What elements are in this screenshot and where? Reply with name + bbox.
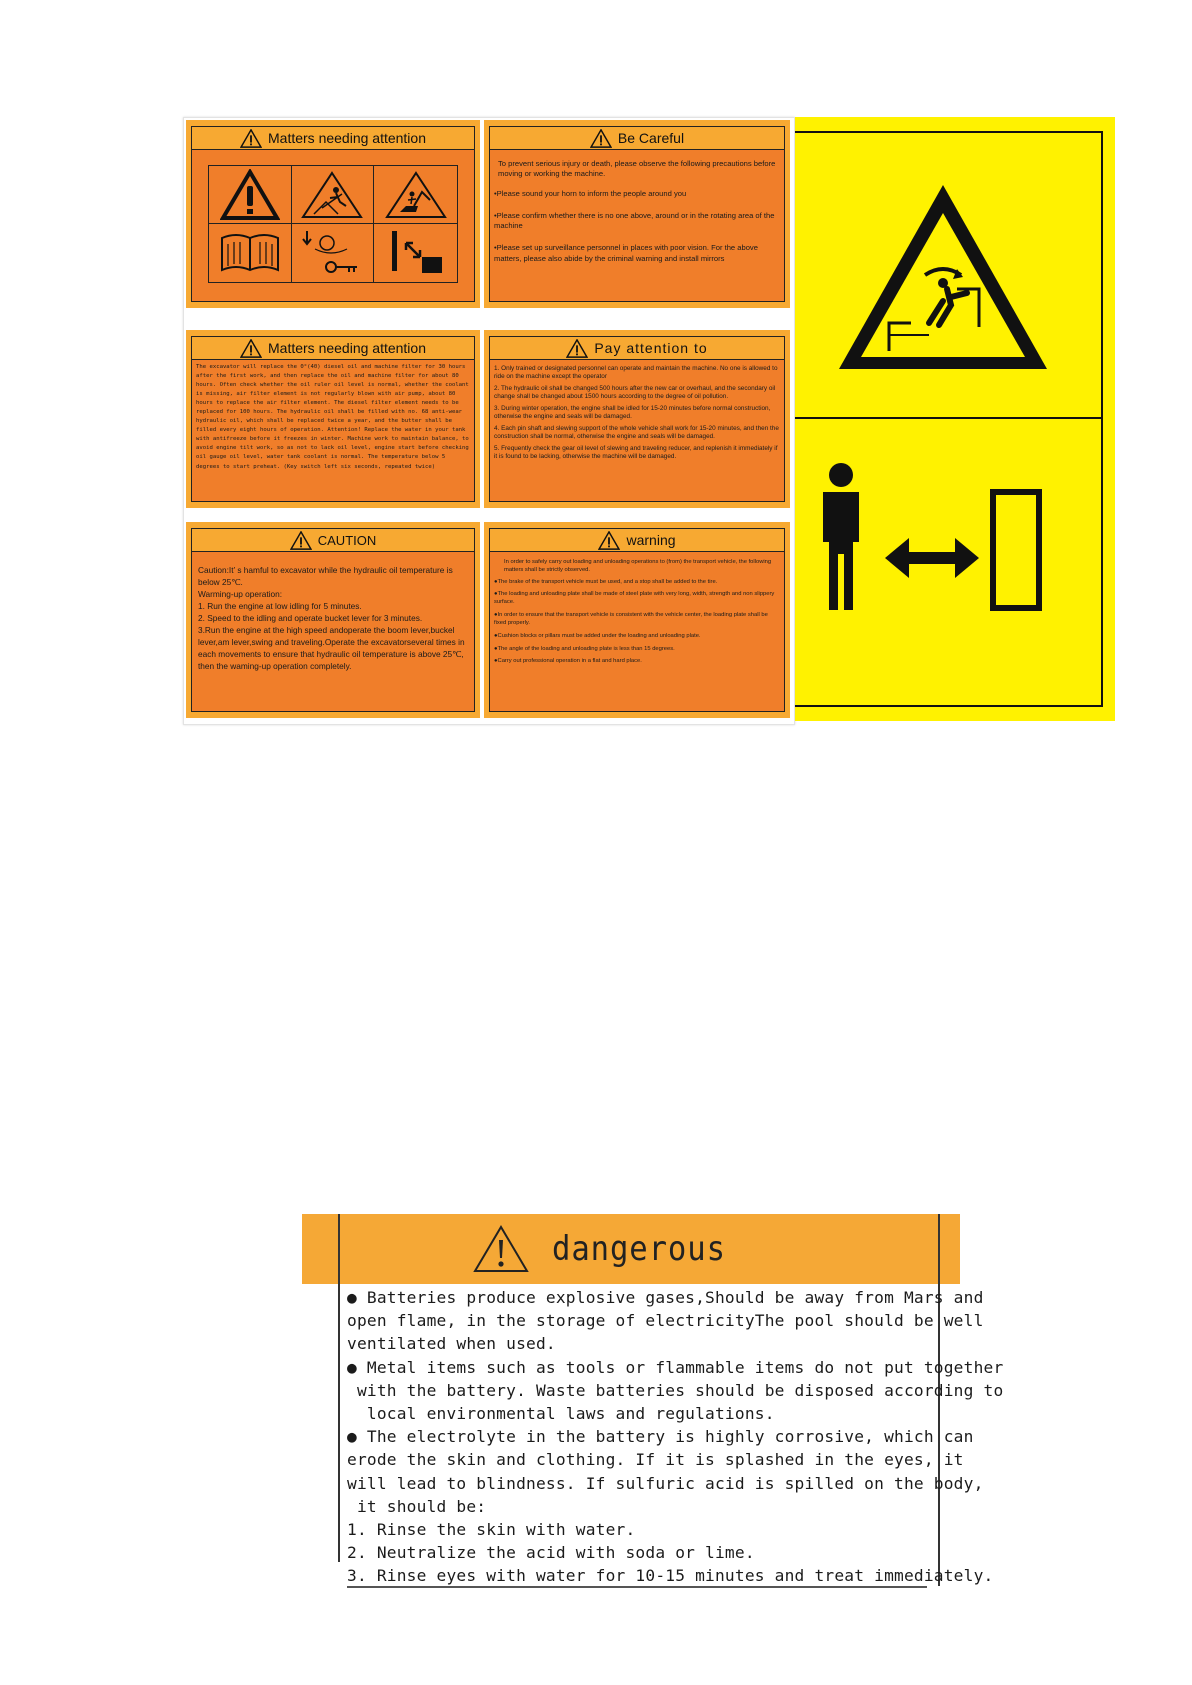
text-line: erode the skin and clothing. If it is splashed in the eyes, it — [347, 1450, 964, 1470]
panel-title-text: Be Careful — [617, 130, 685, 146]
yellow-safety-sign — [795, 117, 1115, 721]
panel-matters-icons — [186, 120, 480, 308]
panel-warning — [484, 522, 790, 718]
warning-triangle-icon — [472, 1224, 530, 1274]
text-line: open flame, in the storage of electricityThe pool should be well — [347, 1311, 984, 1331]
danger-header — [472, 1224, 745, 1274]
panel-pay-attention — [484, 330, 790, 508]
text-line: ● Batteries produce explosive gases,Should be away from Mars and — [347, 1288, 984, 1307]
be-careful-text — [494, 159, 782, 270]
text-line: 2. Speed to the idling and operate bucket lever for 3 minutes. — [198, 612, 423, 623]
text-line: with the battery. Waste batteries should be disposed according to — [347, 1380, 1004, 1400]
pictogram-cell — [374, 166, 457, 224]
panel-title — [191, 336, 475, 360]
text-line: 3. During winter operation, the engine shall be idled for 15-20 minutes before normal construction, otherwise the engine and seals will be damaged. — [494, 405, 771, 420]
warning-triangle-icon — [598, 531, 620, 550]
panel-title-text: warning — [626, 532, 676, 548]
pictogram-grid — [208, 165, 458, 283]
text-line: In order to safely carry out loading and unloading operations to (from) the transport vehicle, the following matters shall be strictly observed. — [504, 559, 772, 573]
swing-hazard-icon — [833, 177, 1053, 377]
panel-caution — [186, 522, 480, 718]
text-line: 2. The hydraulic oil shall be changed 500 hours after the new car or overhaul, and the secondary oil change shall be changed about 1500 hours according to the degree of oil pollution. — [494, 385, 776, 400]
warning-triangle-icon — [220, 169, 280, 221]
text-line: 5. Frequently check the gear oil level of slewing and traveling reducer, and replenish it immediately if it is found to be lacking, otherwise the machine will be damaged. — [494, 445, 778, 460]
text-line: 4. Each pin shaft and slewing support of the whole vehicle shall work for 15-20 minutes, and then the construction shall be normal, otherwise the engine and seals will be damaged. — [494, 425, 779, 440]
panel-title-text: Matters needing attention — [268, 130, 426, 146]
text-line: ventilated when used. — [347, 1334, 556, 1354]
text-line: it should be: — [347, 1496, 487, 1516]
text-line: ●Cushion blocks or pillars must be added under the loading and unloading plate. — [494, 632, 701, 639]
warning-triangle-icon — [240, 339, 262, 358]
panel-title-text: Matters needing attention — [268, 340, 426, 356]
warning-text — [494, 559, 780, 671]
danger-title: dangerous — [552, 1229, 726, 1269]
text-line: ●The brake of the transport vehicle must be used, and a stop shall be added to the tire. — [494, 578, 718, 585]
text-line: 3. Rinse eyes with water for 10-15 minutes and treat immediately. — [347, 1566, 994, 1586]
fall-hazard-icon — [300, 170, 364, 220]
text-line: Warming-up operation: — [198, 588, 283, 599]
text-line: local environmental laws and regulations. — [347, 1404, 775, 1424]
text-line: ●The loading and unloading plate shall be made of steel plate with very long, width, strength and non slippery surface. — [494, 591, 775, 606]
pay-attention-text — [494, 365, 782, 466]
warning-triangle-icon — [566, 339, 588, 358]
maintenance-notes-text: The excavator will replace the 0°(40) diesel oil and machine filter for 30 hours after the first work, and then replace the oil and machine filter for about 80 hours. Often check whether the oil ruler oil level is normal, whether the coolant is missing, air filter element is not regularly blown with air pump, about 80 hours to replace the air filter element. The diesel filter element needs to be replaced for 100 hours. The hydraulic oil shall be filled with no. 68 anti-wear hydraulic oil, which shall be replaced twice a year, and the butter shall be filled every eight hours of operation. Attention! Replace the water in your tank with antifreeze before it freezes in winter. Machine work to maintain balance, to avoid engine tilt work, so as not to lack oil level, engine start before checking oil gauge oil level, water tank coolant is normal. The temperature below 5 degrees to start preheat. (Key switch left six seconds, repeated twice) — [196, 364, 469, 470]
manual-book-icon — [218, 230, 282, 276]
text-line: •Please sound your horn to inform the people around you — [494, 189, 687, 199]
panel-title — [191, 528, 475, 552]
text-line: 1. Only trained or designated personnel can operate and maintain the machine. No one is allowed to ride on the machine except the operator — [494, 365, 778, 380]
text-line: ● The electrolyte in the battery is highly corrosive, which can — [347, 1427, 974, 1447]
battery-disconnect-icon — [384, 227, 448, 279]
text-line: 1. Rinse the skin with water. — [347, 1520, 636, 1540]
text-line: 2. Neutralize the acid with soda or lime. — [347, 1543, 755, 1563]
text-line: ●In order to ensure that the transport vehicle is consistent with the vehicle center, the loading plate shall be fixed properly. — [494, 612, 768, 626]
key-switch-icon — [297, 227, 367, 279]
text-line: 3.Run the engine at the high speed andoperate the boom lever,buckel lever,am lever,swing and traveling.Operate the excavatorseveral times in each movements to ensure that hydraulic oil temperature is above 25℃, then the waming-up operation completely. — [198, 624, 465, 671]
panel-title — [489, 126, 785, 150]
text-line: •Please set up surveillance personnel in places with poor vision. For the above matters, please also abide by the criminal warning and install mirrors — [494, 243, 758, 263]
panel-be-careful — [484, 120, 790, 308]
battery-danger-label — [302, 1214, 1004, 1591]
text-line: To prevent serious injury or death, please observe the following precautions before moving or working the machine. — [498, 159, 776, 179]
panel-title — [191, 126, 475, 150]
safety-labels-sheet — [183, 117, 795, 725]
panel-title — [489, 336, 785, 360]
crush-hazard-icon — [384, 170, 448, 220]
panel-matters-text — [186, 330, 480, 508]
panel-title-text: CAUTION — [317, 532, 377, 548]
text-line: •Please confirm whether there is no one above, around or in the rotating area of the machine — [494, 211, 775, 231]
text-line: ●The angle of the loading and unloading plate is less than 15 degrees. — [494, 645, 675, 652]
panel-title-text: Pay attention to — [594, 340, 708, 356]
panel-title — [489, 528, 785, 552]
text-line: will lead to blindness. If sulfuric acid is spilled on the body, — [347, 1473, 984, 1493]
warning-triangle-icon — [290, 531, 312, 550]
text-line: Caution:It’ s hamful to excavator while the hydraulic oil temperature is below 25℃. — [198, 565, 453, 587]
keep-distance-icon — [813, 462, 1053, 612]
pictogram-cell — [292, 224, 375, 282]
pictogram-cell — [209, 166, 292, 224]
pictogram-cell — [209, 224, 292, 282]
text-line: ●Carry out professional operation in a flat and hard place. — [494, 658, 642, 665]
text-line: ● Metal items such as tools or flammable items do not put together — [347, 1357, 1004, 1377]
pictogram-cell — [292, 166, 375, 224]
left-border-line — [338, 1214, 340, 1562]
text-line: 1. Run the engine at low idling for 5 minutes. — [198, 600, 362, 611]
warning-triangle-icon — [240, 129, 262, 148]
bottom-border-line — [347, 1586, 927, 1588]
sign-divider — [795, 417, 1103, 419]
caution-text — [198, 565, 470, 672]
pictogram-cell — [374, 224, 457, 282]
danger-body-text — [347, 1286, 1004, 1588]
warning-triangle-icon — [590, 129, 612, 148]
